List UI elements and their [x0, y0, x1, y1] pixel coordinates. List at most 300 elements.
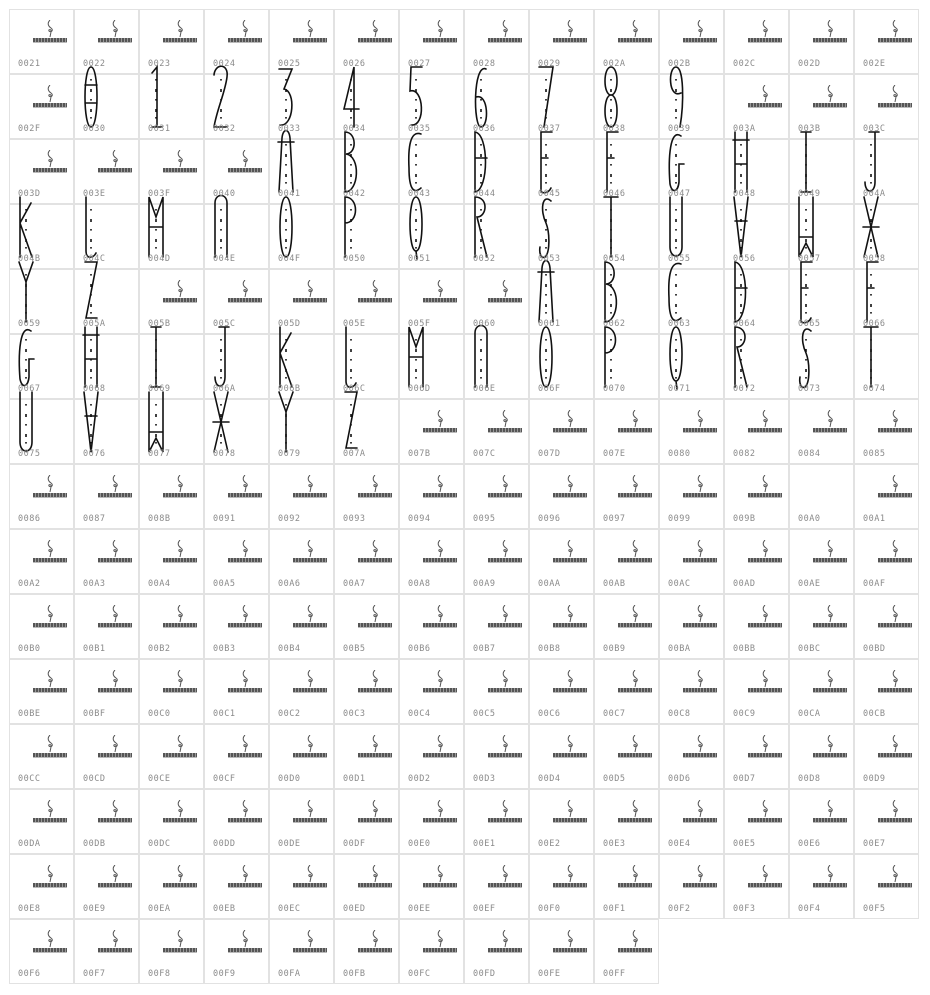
unicode-code-label: 00A7 [343, 579, 366, 589]
glyph-cell-00f3[interactable] [724, 854, 789, 919]
ffonts-logo-icon [33, 800, 67, 826]
glyph-cell-00a6[interactable] [269, 529, 334, 594]
glyph-cell-00a5[interactable] [204, 529, 269, 594]
glyph-cell-00f2[interactable] [659, 854, 724, 919]
glyph-cell-004c[interactable] [74, 204, 139, 269]
glyph-cell-00c0[interactable] [139, 659, 204, 724]
glyph-cell-00ff[interactable] [594, 919, 659, 984]
glyph-cell-00d6[interactable] [659, 724, 724, 789]
glyph-cell-0021[interactable] [9, 9, 74, 74]
glyph-cell-0062[interactable] [594, 269, 659, 334]
glyph-cell-00e3[interactable] [594, 789, 659, 854]
glyph-cell-0071[interactable] [659, 334, 724, 399]
glyph-cell-0093[interactable] [334, 464, 399, 529]
glyph-cell-003d[interactable] [9, 139, 74, 204]
glyph-cell-0070[interactable] [594, 334, 659, 399]
glyph-cell-00d1[interactable] [334, 724, 399, 789]
glyph-cell-00a9[interactable] [464, 529, 529, 594]
glyph-cell-007a[interactable] [334, 399, 399, 464]
glyph-cell-00f7[interactable] [74, 919, 139, 984]
glyph-cell-00fd[interactable] [464, 919, 529, 984]
glyph-cell-0039[interactable] [659, 74, 724, 139]
glyph-cell-0065[interactable] [789, 269, 854, 334]
glyph-cell-0043[interactable] [399, 139, 464, 204]
ffonts-logo-icon [488, 540, 522, 566]
ffonts-logo-icon [33, 540, 67, 566]
glyph-cell-006b[interactable] [269, 334, 334, 399]
glyph-cell-003e[interactable] [74, 139, 139, 204]
ffonts-logo-icon [488, 735, 522, 761]
glyph-cell-00c4[interactable] [399, 659, 464, 724]
glyph-cell-00da[interactable] [9, 789, 74, 854]
logo-text [683, 428, 717, 433]
glyph-cell-008b[interactable] [139, 464, 204, 529]
treble-clef-icon [175, 150, 185, 167]
glyph-cell-0086[interactable] [9, 464, 74, 529]
glyph-cell-00ab[interactable] [594, 529, 659, 594]
glyph-cell-00f1[interactable] [594, 854, 659, 919]
glyph-cell-00db[interactable] [74, 789, 139, 854]
unicode-code-label: 00DC [148, 839, 171, 849]
unicode-code-label: 0091 [213, 514, 236, 524]
glyph-cell-0074[interactable] [854, 334, 919, 399]
glyph-cell-00d5[interactable] [594, 724, 659, 789]
treble-clef-icon [695, 540, 705, 557]
glyph-cell-0036[interactable] [464, 74, 529, 139]
logo-text [423, 38, 457, 43]
glyph-cell-003a[interactable] [724, 74, 789, 139]
glyph-x-icon [861, 193, 881, 261]
glyph-cell-007e[interactable] [594, 399, 659, 464]
glyph-cell-0085[interactable] [854, 399, 919, 464]
glyph-cell-00b5[interactable] [334, 594, 399, 659]
glyph-cell-00b8[interactable] [529, 594, 594, 659]
unicode-code-label: 00EB [213, 904, 236, 914]
glyph-cell-0056[interactable] [724, 204, 789, 269]
treble-clef-icon [370, 280, 380, 297]
glyph-cell-00ed[interactable] [334, 854, 399, 919]
glyph-cell-00f9[interactable] [204, 919, 269, 984]
glyph-cell-0075[interactable] [9, 399, 74, 464]
glyph-cell-00dc[interactable] [139, 789, 204, 854]
ffonts-logo-icon [423, 280, 457, 306]
glyph-cell-00e2[interactable] [529, 789, 594, 854]
treble-clef-icon [695, 20, 705, 37]
logo-text [163, 688, 197, 693]
glyph-cell-00c7[interactable] [594, 659, 659, 724]
glyph-cell-00b4[interactable] [269, 594, 334, 659]
glyph-cell-0099[interactable] [659, 464, 724, 529]
glyph-cell-0049[interactable] [789, 139, 854, 204]
glyph-cell-0063[interactable] [659, 269, 724, 334]
glyph-cell-00b7[interactable] [464, 594, 529, 659]
glyph-cell-00cb[interactable] [854, 659, 919, 724]
treble-clef-icon [760, 20, 770, 37]
glyph-cell-00e1[interactable] [464, 789, 529, 854]
glyph-cell-00bd[interactable] [854, 594, 919, 659]
unicode-code-label: 0097 [603, 514, 626, 524]
ffonts-logo-icon [163, 670, 197, 696]
unicode-code-label: 0096 [538, 514, 561, 524]
glyph-cell-0041[interactable] [269, 139, 334, 204]
glyph-cell-0066[interactable] [854, 269, 919, 334]
glyph-cell-00d3[interactable] [464, 724, 529, 789]
glyph-cell-00ba[interactable] [659, 594, 724, 659]
glyph-cell-00c5[interactable] [464, 659, 529, 724]
glyph-cell-0055[interactable] [659, 204, 724, 269]
glyph-cell-007b[interactable] [399, 399, 464, 464]
glyph-cell-0053[interactable] [529, 204, 594, 269]
logo-text [163, 298, 197, 303]
glyph-cell-0042[interactable] [334, 139, 399, 204]
glyph-cell-004d[interactable] [139, 204, 204, 269]
unicode-code-label: 00CF [213, 774, 236, 784]
glyph-cell-0033[interactable] [269, 74, 334, 139]
glyph-cell-006d[interactable] [399, 334, 464, 399]
glyph-cell-00c1[interactable] [204, 659, 269, 724]
unicode-code-label: 00E4 [668, 839, 691, 849]
glyph-cell-00ef[interactable] [464, 854, 529, 919]
glyph-cell-00ea[interactable] [139, 854, 204, 919]
treble-clef-icon [435, 475, 445, 492]
unicode-code-label: 00B6 [408, 644, 431, 654]
glyph-cell-0032[interactable] [204, 74, 269, 139]
glyph-cell-00f6[interactable] [9, 919, 74, 984]
unicode-code-label: 0065 [798, 319, 821, 329]
treble-clef-icon [890, 605, 900, 622]
glyph-cell-0040[interactable] [204, 139, 269, 204]
glyph-cell-0067[interactable] [9, 334, 74, 399]
glyph-cell-00d2[interactable] [399, 724, 464, 789]
glyph-cell-0027[interactable] [399, 9, 464, 74]
glyph-cell-0076[interactable] [74, 399, 139, 464]
glyph-cell-00ce[interactable] [139, 724, 204, 789]
glyph-cell-00e9[interactable] [74, 854, 139, 919]
glyph-cell-00fa[interactable] [269, 919, 334, 984]
unicode-code-label: 00FF [603, 969, 626, 979]
glyph-cell-00de[interactable] [269, 789, 334, 854]
ffonts-logo-icon [358, 930, 392, 956]
ffonts-logo-icon [98, 670, 132, 696]
unicode-code-label: 0087 [83, 514, 106, 524]
unicode-code-label: 00F8 [148, 969, 171, 979]
glyph-cell-00f8[interactable] [139, 919, 204, 984]
glyph-cell-0068[interactable] [74, 334, 139, 399]
glyph-cell-006f[interactable] [529, 334, 594, 399]
ffonts-logo-icon [228, 670, 262, 696]
logo-text [813, 688, 847, 693]
logo-text [98, 948, 132, 953]
glyph-cell-00d9[interactable] [854, 724, 919, 789]
glyph-cell-00ac[interactable] [659, 529, 724, 594]
ffonts-logo-icon [553, 735, 587, 761]
glyph-cell-0078[interactable] [204, 399, 269, 464]
unicode-code-label: 00B5 [343, 644, 366, 654]
glyph-cell-00b9[interactable] [594, 594, 659, 659]
glyph-cell-0092[interactable] [269, 464, 334, 529]
glyph-q-icon [406, 193, 426, 261]
glyph-q-icon [666, 323, 686, 391]
glyph-cell-00e6[interactable] [789, 789, 854, 854]
glyph-cell-0052[interactable] [464, 204, 529, 269]
unicode-code-label: 00F7 [83, 969, 106, 979]
glyph-cell-002f[interactable] [9, 74, 74, 139]
ffonts-logo-icon [488, 280, 522, 306]
unicode-code-label: 0028 [473, 59, 496, 69]
glyph-cell-0051[interactable] [399, 204, 464, 269]
glyph-cell-0091[interactable] [204, 464, 269, 529]
glyph-cell-00f4[interactable] [789, 854, 854, 919]
glyph-cell-00b3[interactable] [204, 594, 269, 659]
glyph-cell-0047[interactable] [659, 139, 724, 204]
glyph-cell-005a[interactable] [74, 269, 139, 334]
glyph-cell-0045[interactable] [529, 139, 594, 204]
glyph-cell-0048[interactable] [724, 139, 789, 204]
treble-clef-icon [370, 540, 380, 557]
glyph-cell-00c6[interactable] [529, 659, 594, 724]
glyph-cell-00f5[interactable] [854, 854, 919, 919]
logo-text [553, 493, 587, 498]
glyph-cell-0044[interactable] [464, 139, 529, 204]
glyph-cell-0034[interactable] [334, 74, 399, 139]
glyph-cell-0087[interactable] [74, 464, 139, 529]
ffonts-logo-icon [98, 735, 132, 761]
glyph-cell-0026[interactable] [334, 9, 399, 74]
glyph-cell-0061[interactable] [529, 269, 594, 334]
glyph-cell-00bc[interactable] [789, 594, 854, 659]
unicode-code-label: 0061 [538, 319, 561, 329]
glyph-cell-0096[interactable] [529, 464, 594, 529]
glyph-cell-00dd[interactable] [204, 789, 269, 854]
glyph-cell-00fb[interactable] [334, 919, 399, 984]
glyph-cell-005d[interactable] [269, 269, 334, 334]
glyph-cell-00a0[interactable] [789, 464, 854, 529]
glyph-cell-0064[interactable] [724, 269, 789, 334]
glyph-cell-00ad[interactable] [724, 529, 789, 594]
glyph-cell-009b[interactable] [724, 464, 789, 529]
glyph-cell-00af[interactable] [854, 529, 919, 594]
glyph-cell-0058[interactable] [854, 204, 919, 269]
glyph-cell-00d0[interactable] [269, 724, 334, 789]
glyph-cell-0082[interactable] [724, 399, 789, 464]
treble-clef-icon [565, 20, 575, 37]
glyph-cell-0028[interactable] [464, 9, 529, 74]
glyph-cell-004b[interactable] [9, 204, 74, 269]
treble-clef-icon [760, 605, 770, 622]
glyph-cell-00a1[interactable] [854, 464, 919, 529]
glyph-cell-0030[interactable] [74, 74, 139, 139]
glyph-cell-0059[interactable] [9, 269, 74, 334]
treble-clef-icon [110, 735, 120, 752]
glyph-cell-00a8[interactable] [399, 529, 464, 594]
glyph-cell-0072[interactable] [724, 334, 789, 399]
glyph-cell-0079[interactable] [269, 399, 334, 464]
treble-clef-icon [240, 670, 250, 687]
unicode-code-label: 00E8 [18, 904, 41, 914]
glyph-cell-007d[interactable] [529, 399, 594, 464]
unicode-code-label: 006D [408, 384, 431, 394]
ffonts-logo-icon [358, 20, 392, 46]
logo-text [748, 753, 782, 758]
glyph-cell-00e5[interactable] [724, 789, 789, 854]
unicode-code-label: 00BA [668, 644, 691, 654]
glyph-cell-00fc[interactable] [399, 919, 464, 984]
glyph-cell-006c[interactable] [334, 334, 399, 399]
glyph-cell-0022[interactable] [74, 9, 139, 74]
unicode-code-label: 00A2 [18, 579, 41, 589]
glyph-cell-00c3[interactable] [334, 659, 399, 724]
glyph-cell-0054[interactable] [594, 204, 659, 269]
logo-text [748, 688, 782, 693]
glyph-cell-00be[interactable] [9, 659, 74, 724]
glyph-cell-00ee[interactable] [399, 854, 464, 919]
glyph-cell-00a4[interactable] [139, 529, 204, 594]
glyph-cell-00bb[interactable] [724, 594, 789, 659]
glyph-cell-0035[interactable] [399, 74, 464, 139]
glyph-cell-00c8[interactable] [659, 659, 724, 724]
glyph-cell-00cf[interactable] [204, 724, 269, 789]
glyph-cell-00ec[interactable] [269, 854, 334, 919]
glyph-cell-00b2[interactable] [139, 594, 204, 659]
glyph-cell-00e0[interactable] [399, 789, 464, 854]
glyph-cell-00fe[interactable] [529, 919, 594, 984]
unicode-code-label: 006E [473, 384, 496, 394]
glyph-cell-002e[interactable] [854, 9, 919, 74]
glyph-cell-00e4[interactable] [659, 789, 724, 854]
glyph-cell-0050[interactable] [334, 204, 399, 269]
logo-text [748, 493, 782, 498]
glyph-s-icon [796, 323, 816, 391]
glyph-cell-0077[interactable] [139, 399, 204, 464]
glyph-cell-00df[interactable] [334, 789, 399, 854]
glyph-cell-00a7[interactable] [334, 529, 399, 594]
unicode-code-label: 0030 [83, 124, 106, 134]
glyph-t-icon [861, 323, 881, 391]
unicode-code-label: 005C [213, 319, 236, 329]
glyph-cell-00d8[interactable] [789, 724, 854, 789]
glyph-cell-002b[interactable] [659, 9, 724, 74]
glyph-cell-002a[interactable] [594, 9, 659, 74]
glyph-cell-003b[interactable] [789, 74, 854, 139]
unicode-code-label: 0039 [668, 124, 691, 134]
glyph-cell-0060[interactable] [464, 269, 529, 334]
glyph-cell-0037[interactable] [529, 74, 594, 139]
glyph-cell-003f[interactable] [139, 139, 204, 204]
glyph-cell-0038[interactable] [594, 74, 659, 139]
glyph-cell-005f[interactable] [399, 269, 464, 334]
unicode-code-label: 00B2 [148, 644, 171, 654]
glyph-t-icon [601, 193, 621, 261]
glyph-cell-002c[interactable] [724, 9, 789, 74]
glyph-cell-0069[interactable] [139, 334, 204, 399]
glyph-cell-00cc[interactable] [9, 724, 74, 789]
ffonts-logo-icon [618, 20, 652, 46]
logo-text [423, 298, 457, 303]
glyph-cell-00b1[interactable] [74, 594, 139, 659]
glyph-cell-006a[interactable] [204, 334, 269, 399]
glyph-cell-00e7[interactable] [854, 789, 919, 854]
treble-clef-icon [890, 670, 900, 687]
glyph-cell-00a2[interactable] [9, 529, 74, 594]
glyph-cell-004f[interactable] [269, 204, 334, 269]
logo-text [683, 753, 717, 758]
glyph-cell-0046[interactable] [594, 139, 659, 204]
treble-clef-icon [240, 930, 250, 947]
glyph-cell-00ca[interactable] [789, 659, 854, 724]
glyph-cell-00f0[interactable] [529, 854, 594, 919]
glyph-j-icon [861, 128, 881, 196]
glyph-cell-00eb[interactable] [204, 854, 269, 919]
glyph-cell-00c2[interactable] [269, 659, 334, 724]
unicode-code-label: 00E9 [83, 904, 106, 914]
glyph-cell-0094[interactable] [399, 464, 464, 529]
glyph-cell-00b0[interactable] [9, 594, 74, 659]
glyph-cell-0029[interactable] [529, 9, 594, 74]
unicode-code-label: 0046 [603, 189, 626, 199]
glyph-cell-005e[interactable] [334, 269, 399, 334]
glyph-cell-0095[interactable] [464, 464, 529, 529]
glyph-l-icon [81, 193, 101, 261]
glyph-cell-002d[interactable] [789, 9, 854, 74]
glyph-cell-0073[interactable] [789, 334, 854, 399]
glyph-cell-00d4[interactable] [529, 724, 594, 789]
logo-text [33, 623, 67, 628]
glyph-cell-003c[interactable] [854, 74, 919, 139]
glyph-cell-0025[interactable] [269, 9, 334, 74]
unicode-code-label: 00AD [733, 579, 756, 589]
glyph-c-icon [666, 258, 686, 326]
logo-text [618, 753, 652, 758]
glyph-cell-0057[interactable] [789, 204, 854, 269]
unicode-code-label: 0037 [538, 124, 561, 134]
glyph-cell-007c[interactable] [464, 399, 529, 464]
treble-clef-icon [630, 20, 640, 37]
glyph-cell-005b[interactable] [139, 269, 204, 334]
glyph-cell-00ae[interactable] [789, 529, 854, 594]
glyph-cell-00d7[interactable] [724, 724, 789, 789]
glyph-cell-004e[interactable] [204, 204, 269, 269]
glyph-cell-0084[interactable] [789, 399, 854, 464]
unicode-code-label: 00FB [343, 969, 366, 979]
unicode-code-label: 002C [733, 59, 756, 69]
glyph-cell-0080[interactable] [659, 399, 724, 464]
glyph-cell-00e8[interactable] [9, 854, 74, 919]
unicode-code-label: 00AA [538, 579, 561, 589]
glyph-cell-00c9[interactable] [724, 659, 789, 724]
glyph-cell-005c[interactable] [204, 269, 269, 334]
unicode-code-label: 0058 [863, 254, 886, 264]
glyph-cell-006e[interactable] [464, 334, 529, 399]
glyph-cell-0024[interactable] [204, 9, 269, 74]
glyph-cell-00cd[interactable] [74, 724, 139, 789]
logo-text [813, 753, 847, 758]
logo-text [423, 493, 457, 498]
glyph-cell-00a3[interactable] [74, 529, 139, 594]
treble-clef-icon [370, 605, 380, 622]
logo-text [228, 168, 262, 173]
glyph-cell-0031[interactable] [139, 74, 204, 139]
glyph-cell-004a[interactable] [854, 139, 919, 204]
logo-text [553, 818, 587, 823]
unicode-code-label: 00D8 [798, 774, 821, 784]
treble-clef-icon [175, 280, 185, 297]
glyph-cell-0023[interactable] [139, 9, 204, 74]
glyph-cell-00b6[interactable] [399, 594, 464, 659]
logo-text [98, 818, 132, 823]
glyph-cell-0097[interactable] [594, 464, 659, 529]
glyph-cell-00bf[interactable] [74, 659, 139, 724]
glyph-cell-00aa[interactable] [529, 529, 594, 594]
